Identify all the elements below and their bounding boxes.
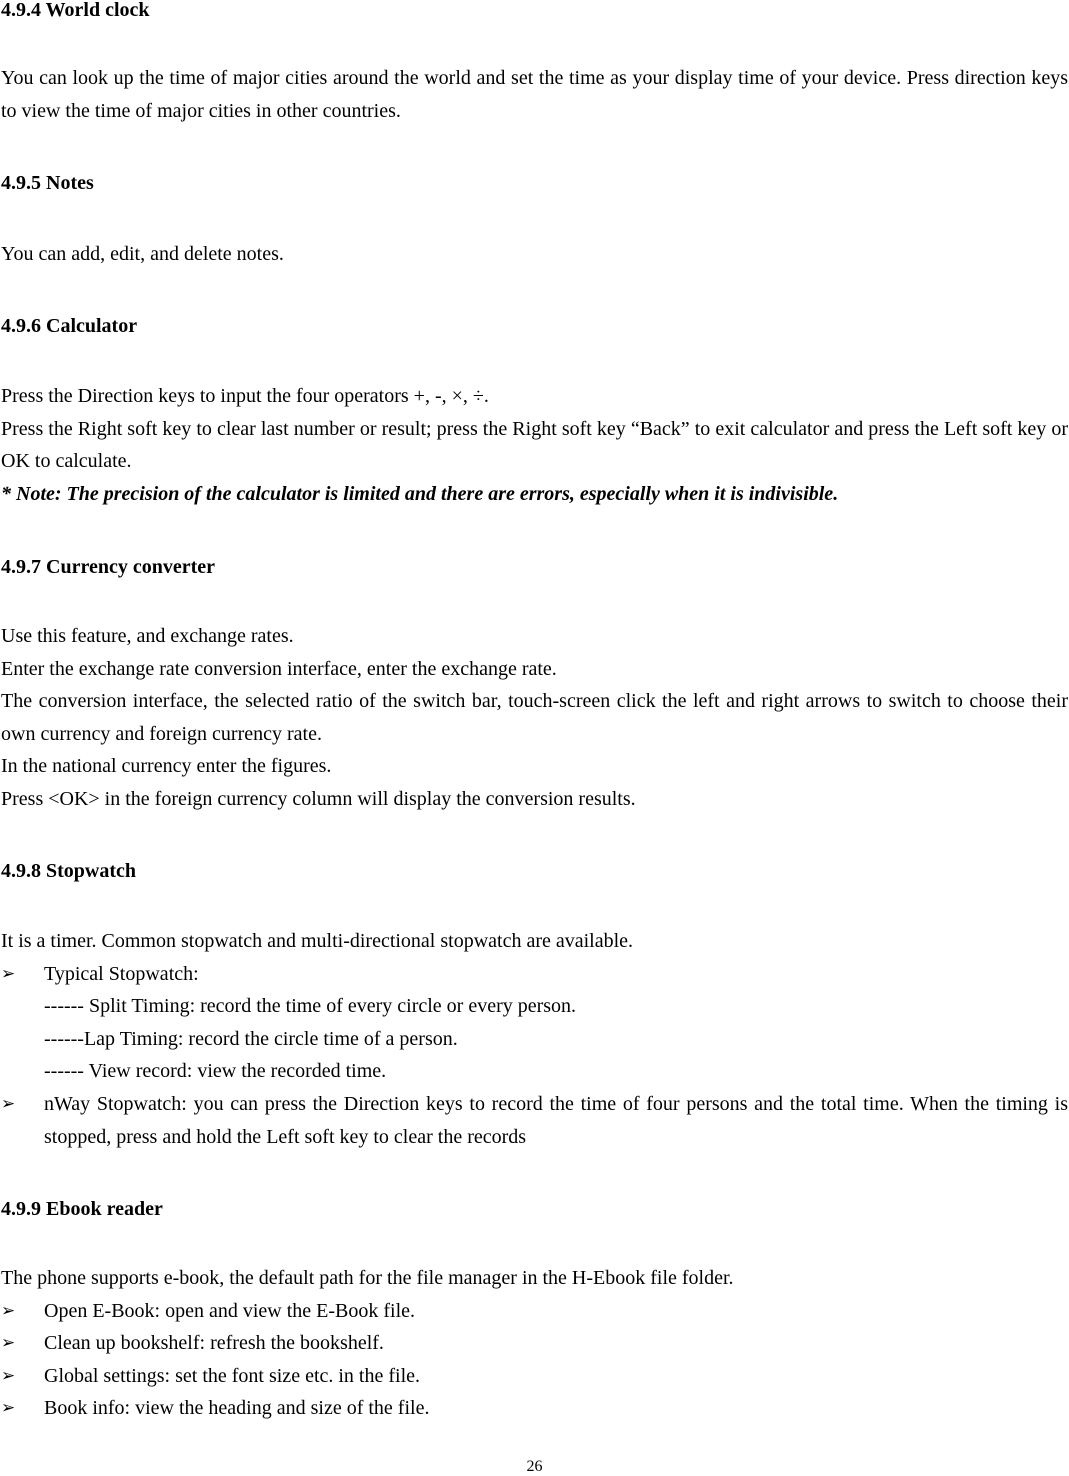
sub-item: ------ Split Timing: record the time of every circle or every person. — [44, 995, 577, 1018]
heading-currency-converter: 4.9.7 Currency converter — [1, 556, 216, 578]
calculator-note: * Note: The precision of the calculator is limited and there are errors, especially when it is indivisible. — [1, 482, 839, 505]
paragraph: In the national currency enter the figures. — [1, 755, 332, 778]
arrow-bullet-icon: ➢ — [1, 1398, 16, 1419]
list-item-text: Global settings: set the font size etc. in the file. — [44, 1364, 421, 1387]
sub-item: ------Lap Timing: record the circle time of a person. — [44, 1027, 458, 1050]
list-item — [1, 1360, 1068, 1393]
paragraph: Press the Right soft key to clear last number or result; press the Right soft key “Back” to exit calculator and press the Left soft key or OK to calculate. — [1, 417, 1068, 473]
ebook-body — [1, 1262, 1068, 1425]
list-item-text: Open E-Book: open and view the E-Book file. — [44, 1299, 416, 1322]
paragraph: The conversion interface, the selected ratio of the switch bar, touch-screen click the left and right arrows to switch to choose their own currency and foreign currency rate. — [1, 690, 1068, 745]
list-item-text: nWay Stopwatch: you can press the Direction keys to record the time of four persons and the total time. When the timing is stopped, press and hold the Left soft key to clear the records — [44, 1092, 1068, 1148]
paragraph: You can look up the time of major cities around the world and set the time as your display time of your device. Press direction keys to view the time of major cities in other countries. — [1, 67, 1068, 122]
world-clock-body — [1, 62, 1068, 127]
paragraph: You can add, edit, and delete notes. — [1, 243, 284, 265]
paragraph: Enter the exchange rate conversion interface, enter the exchange rate. — [1, 657, 557, 680]
paragraph: The phone supports e-book, the default path for the file manager in the H-Ebook file folder. — [1, 1267, 734, 1289]
list-item — [1, 1392, 1068, 1425]
paragraph: Use this feature, and exchange rates. — [1, 625, 294, 647]
paragraph: Press the Direction keys to input the four operators +, -, ×, ÷. — [1, 385, 489, 407]
list-item — [1, 1327, 1068, 1360]
arrow-bullet-icon: ➢ — [1, 1333, 16, 1354]
stopwatch-body — [1, 925, 1068, 1153]
arrow-bullet-icon: ➢ — [1, 1365, 16, 1386]
heading-ebook-reader: 4.9.9 Ebook reader — [1, 1198, 163, 1220]
sub-item: ------ View record: view the recorded time. — [44, 1060, 387, 1083]
list-item-text: Typical Stopwatch: — [44, 962, 199, 985]
paragraph: It is a timer. Common stopwatch and multi-directional stopwatch are available. — [1, 930, 634, 952]
heading-calculator: 4.9.6 Calculator — [1, 315, 138, 337]
arrow-bullet-icon: ➢ — [1, 1093, 16, 1114]
notes-body — [1, 238, 1068, 271]
calculator-body — [1, 380, 1068, 510]
currency-body — [1, 620, 1068, 816]
list-item — [1, 1088, 1068, 1153]
heading-stopwatch: 4.9.8 Stopwatch — [1, 860, 137, 882]
heading-world-clock: 4.9.4 World clock — [1, 0, 150, 21]
page-number: 26 — [526, 1458, 543, 1475]
paragraph: Press <OK> in the foreign currency column will display the conversion results. — [1, 787, 636, 810]
list-item-text: Book info: view the heading and size of the file. — [44, 1397, 430, 1420]
list-item-text: Clean up bookshelf: refresh the bookshelf. — [44, 1332, 384, 1355]
list-item — [1, 958, 1068, 991]
list-item — [1, 1295, 1068, 1328]
arrow-bullet-icon: ➢ — [1, 963, 16, 984]
heading-notes: 4.9.5 Notes — [1, 172, 94, 194]
arrow-bullet-icon: ➢ — [1, 1300, 16, 1321]
